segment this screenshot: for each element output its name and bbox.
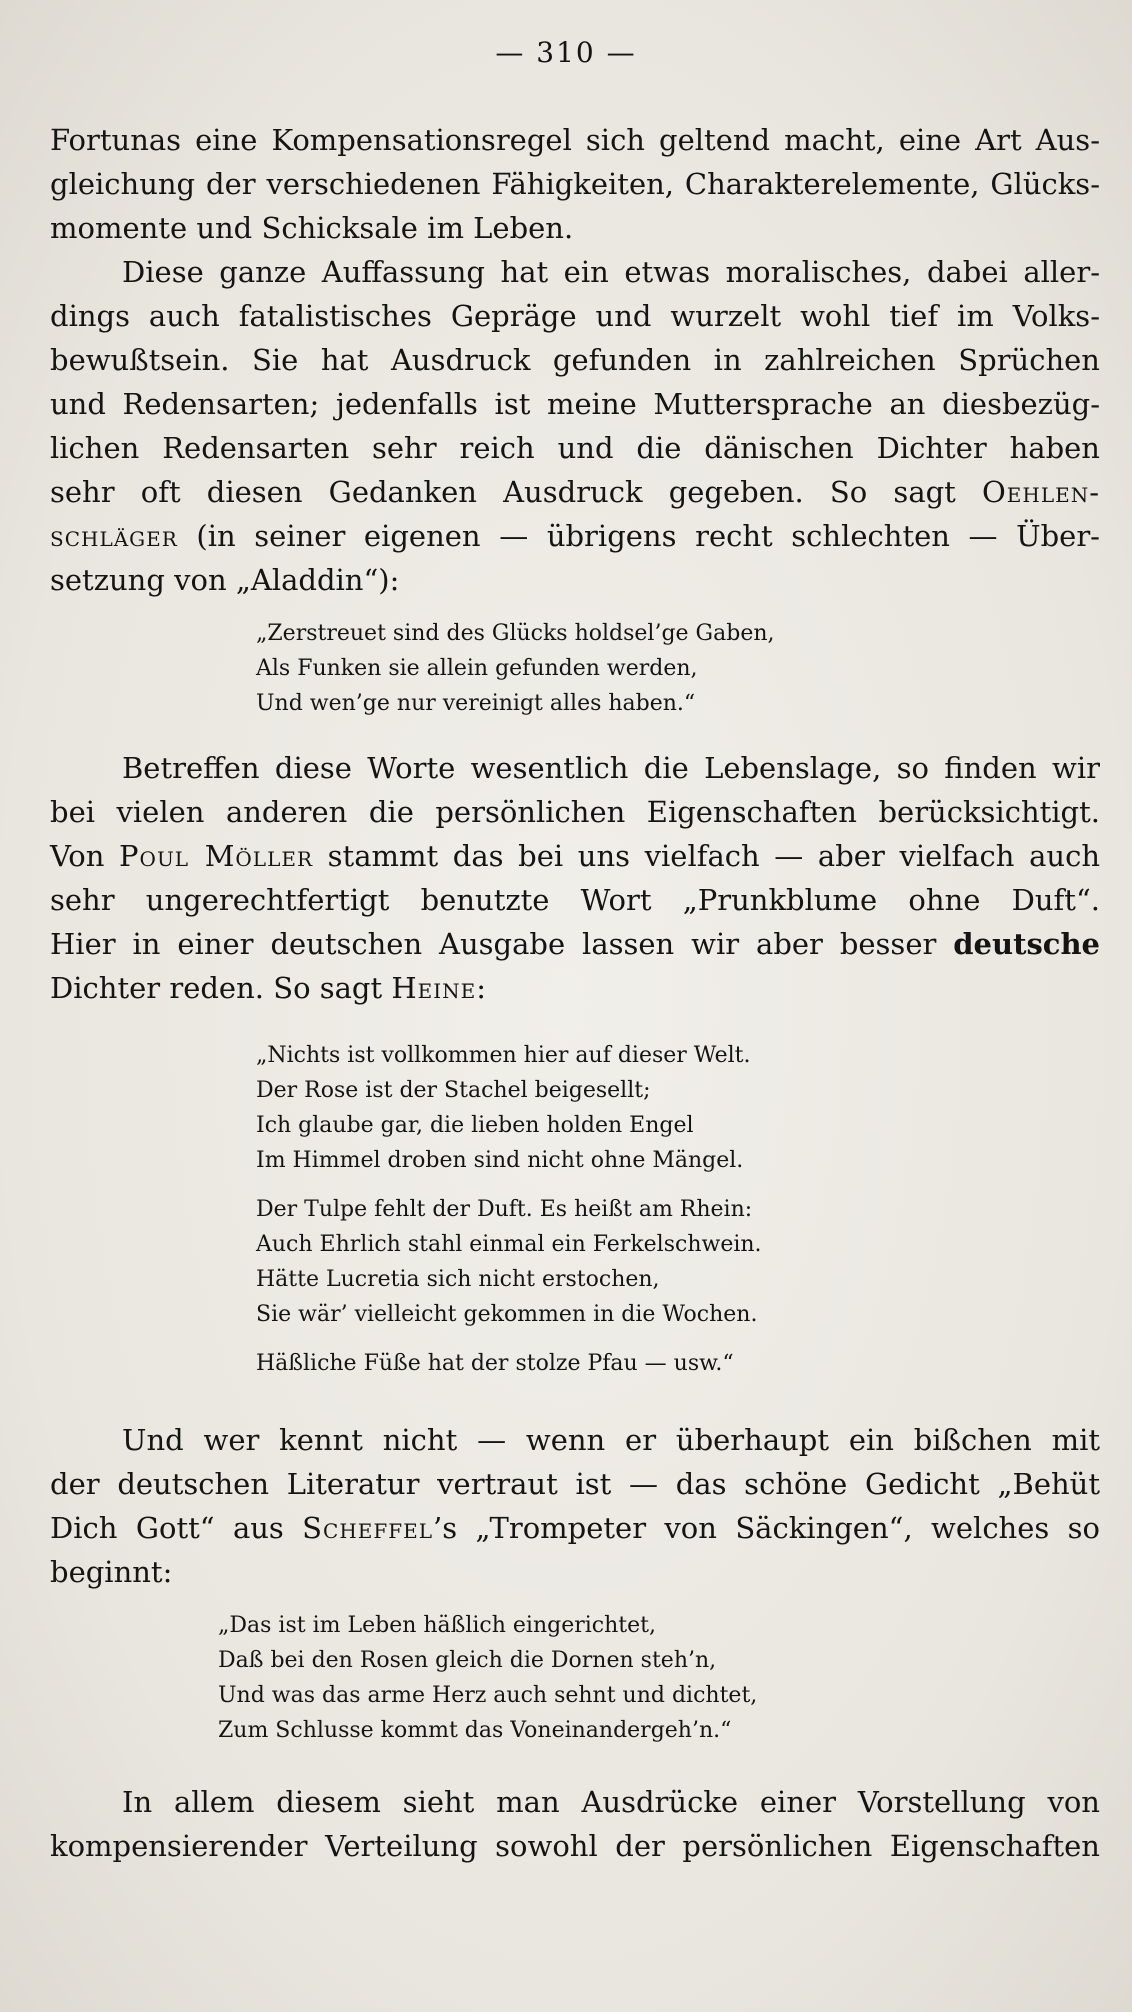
text-segment: ’s „Trompeter von Säckingen“, welches so <box>433 1511 1100 1545</box>
text-line: bei vielen anderen die persönlichen Eigenschaften berücksichtigt. <box>50 795 1100 829</box>
text-line <box>50 922 1100 966</box>
text-line: In allem diesem sieht man Ausdrücke einer Vorstellung von <box>122 1785 1100 1819</box>
verse-line: Hätte Lucretia sich nicht erstochen, <box>256 1267 660 1292</box>
text-segment: Von <box>50 839 120 873</box>
paragraph-5 <box>50 1780 1100 1868</box>
verse-line: Häßliche Füße hat der stolze Pfau — usw.“ <box>256 1351 734 1376</box>
struck-word: deutsche <box>953 927 1100 961</box>
verse-line: Zum Schlusse kommt das Voneinandergeh’n.“ <box>218 1718 732 1743</box>
verse-line: „Nichts ist vollkommen hier auf dieser Welt. <box>256 1043 751 1068</box>
text-line: Fortunas eine Kompensationsregel sich geltend macht, eine Art Aus- <box>50 123 1100 157</box>
verse-line: Im Himmel droben sind nicht ohne Mängel. <box>256 1148 744 1173</box>
text-line: Betreffen diese Worte wesentlich die Lebenslage, so finden wir <box>122 751 1100 785</box>
quote-aladdin <box>256 616 775 721</box>
text-line: Diese ganze Auffassung hat ein etwas moralisches, dabei aller- <box>122 255 1100 289</box>
verse-line: „Das ist im Leben häßlich eingerichtet, <box>218 1613 656 1638</box>
author-name-oehlenschlaeger-cont: schläger <box>50 519 178 553</box>
text-line: dings auch fatalistisches Gepräge und wurzelt wohl tief im Volks- <box>50 299 1100 333</box>
verse-line: Auch Ehrlich stahl einmal ein Ferkelschwein. <box>256 1232 762 1257</box>
text-line: momente und Schicksale im Leben. <box>50 211 574 245</box>
text-segment: stammt das bei uns vielfach — aber vielfach auch <box>313 839 1100 873</box>
author-name-oehlenschlaeger: Oehlen- <box>982 475 1100 509</box>
text-segment: (in seiner eigenen — übrigens recht schlechten — Über- <box>177 519 1100 553</box>
text-line: setzung von „Aladdin“): <box>50 563 400 597</box>
paragraph-1 <box>50 118 1100 250</box>
quote-scheffel <box>218 1608 757 1748</box>
text-line: beginnt: <box>50 1555 173 1589</box>
text-segment: Dich Gott“ aus <box>50 1511 303 1545</box>
stanza-gap <box>256 1332 762 1346</box>
text-segment: : <box>476 971 487 1005</box>
quote-heine <box>256 1038 762 1381</box>
text-line: lichen Redensarten sehr reich und die dänischen Dichter haben <box>50 431 1100 465</box>
author-name-poul-moeller: Poul Möller <box>119 839 314 873</box>
verse-line: Der Rose ist der Stachel beigesellt; <box>256 1078 651 1103</box>
text-line: und Redensarten; jedenfalls ist meine Muttersprache an diesbezüg- <box>50 387 1100 421</box>
text-line <box>50 514 1100 558</box>
verse-line: Als Funken sie allein gefunden werden, <box>256 656 698 681</box>
text-line: kompensierender Verteilung sowohl der persönlichen Eigenschaften <box>50 1829 1100 1863</box>
verse-line: Sie wär’ vielleicht gekommen in die Wochen. <box>256 1302 758 1327</box>
text-line <box>50 966 1100 1010</box>
text-line <box>50 834 1100 878</box>
page-number: — 310 — <box>495 36 637 69</box>
verse-line: Und was das arme Herz auch sehnt und dichtet, <box>218 1683 758 1708</box>
text-line: gleichung der verschiedenen Fähigkeiten, Charakterelemente, Glücks- <box>50 167 1100 201</box>
text-line <box>50 1506 1100 1550</box>
text-line: bewußtsein. Sie hat Ausdruck gefunden in zahlreichen Sprüchen <box>50 343 1100 377</box>
author-name-heine: Heine <box>391 971 477 1005</box>
verse-line: Und wen’ge nur vereinigt alles haben.“ <box>256 691 696 716</box>
author-name-scheffel: Scheffel <box>302 1511 434 1545</box>
verse-line: Daß bei den Rosen gleich die Dornen steh’n, <box>218 1648 717 1673</box>
paragraph-2 <box>50 250 1100 602</box>
verse-line: Ich glaube gar, die lieben holden Engel <box>256 1113 694 1138</box>
text-line: sehr ungerechtfertigt benutzte Wort „Prunkblume ohne Duft“. <box>50 883 1100 917</box>
text-line: Und wer kennt nicht — wenn er überhaupt ein bißchen mit <box>122 1423 1100 1457</box>
verse-line: „Zerstreuet sind des Glücks holdsel’ge Gaben, <box>256 621 775 646</box>
text-segment: Hier in einer deutschen Ausgabe lassen wir aber besser <box>50 927 954 961</box>
text-segment: sehr oft diesen Gedanken Ausdruck gegeben. So sagt <box>50 475 982 509</box>
text-segment: Dichter reden. So sagt <box>50 971 392 1005</box>
text-line <box>50 470 1100 514</box>
verse-line: Der Tulpe fehlt der Duft. Es heißt am Rhein: <box>256 1197 753 1222</box>
stanza-gap <box>256 1178 762 1192</box>
paragraph-4 <box>50 1418 1100 1594</box>
text-line: der deutschen Literatur vertraut ist — das schöne Gedicht „Behüt <box>50 1467 1100 1501</box>
paragraph-3 <box>50 746 1100 1010</box>
